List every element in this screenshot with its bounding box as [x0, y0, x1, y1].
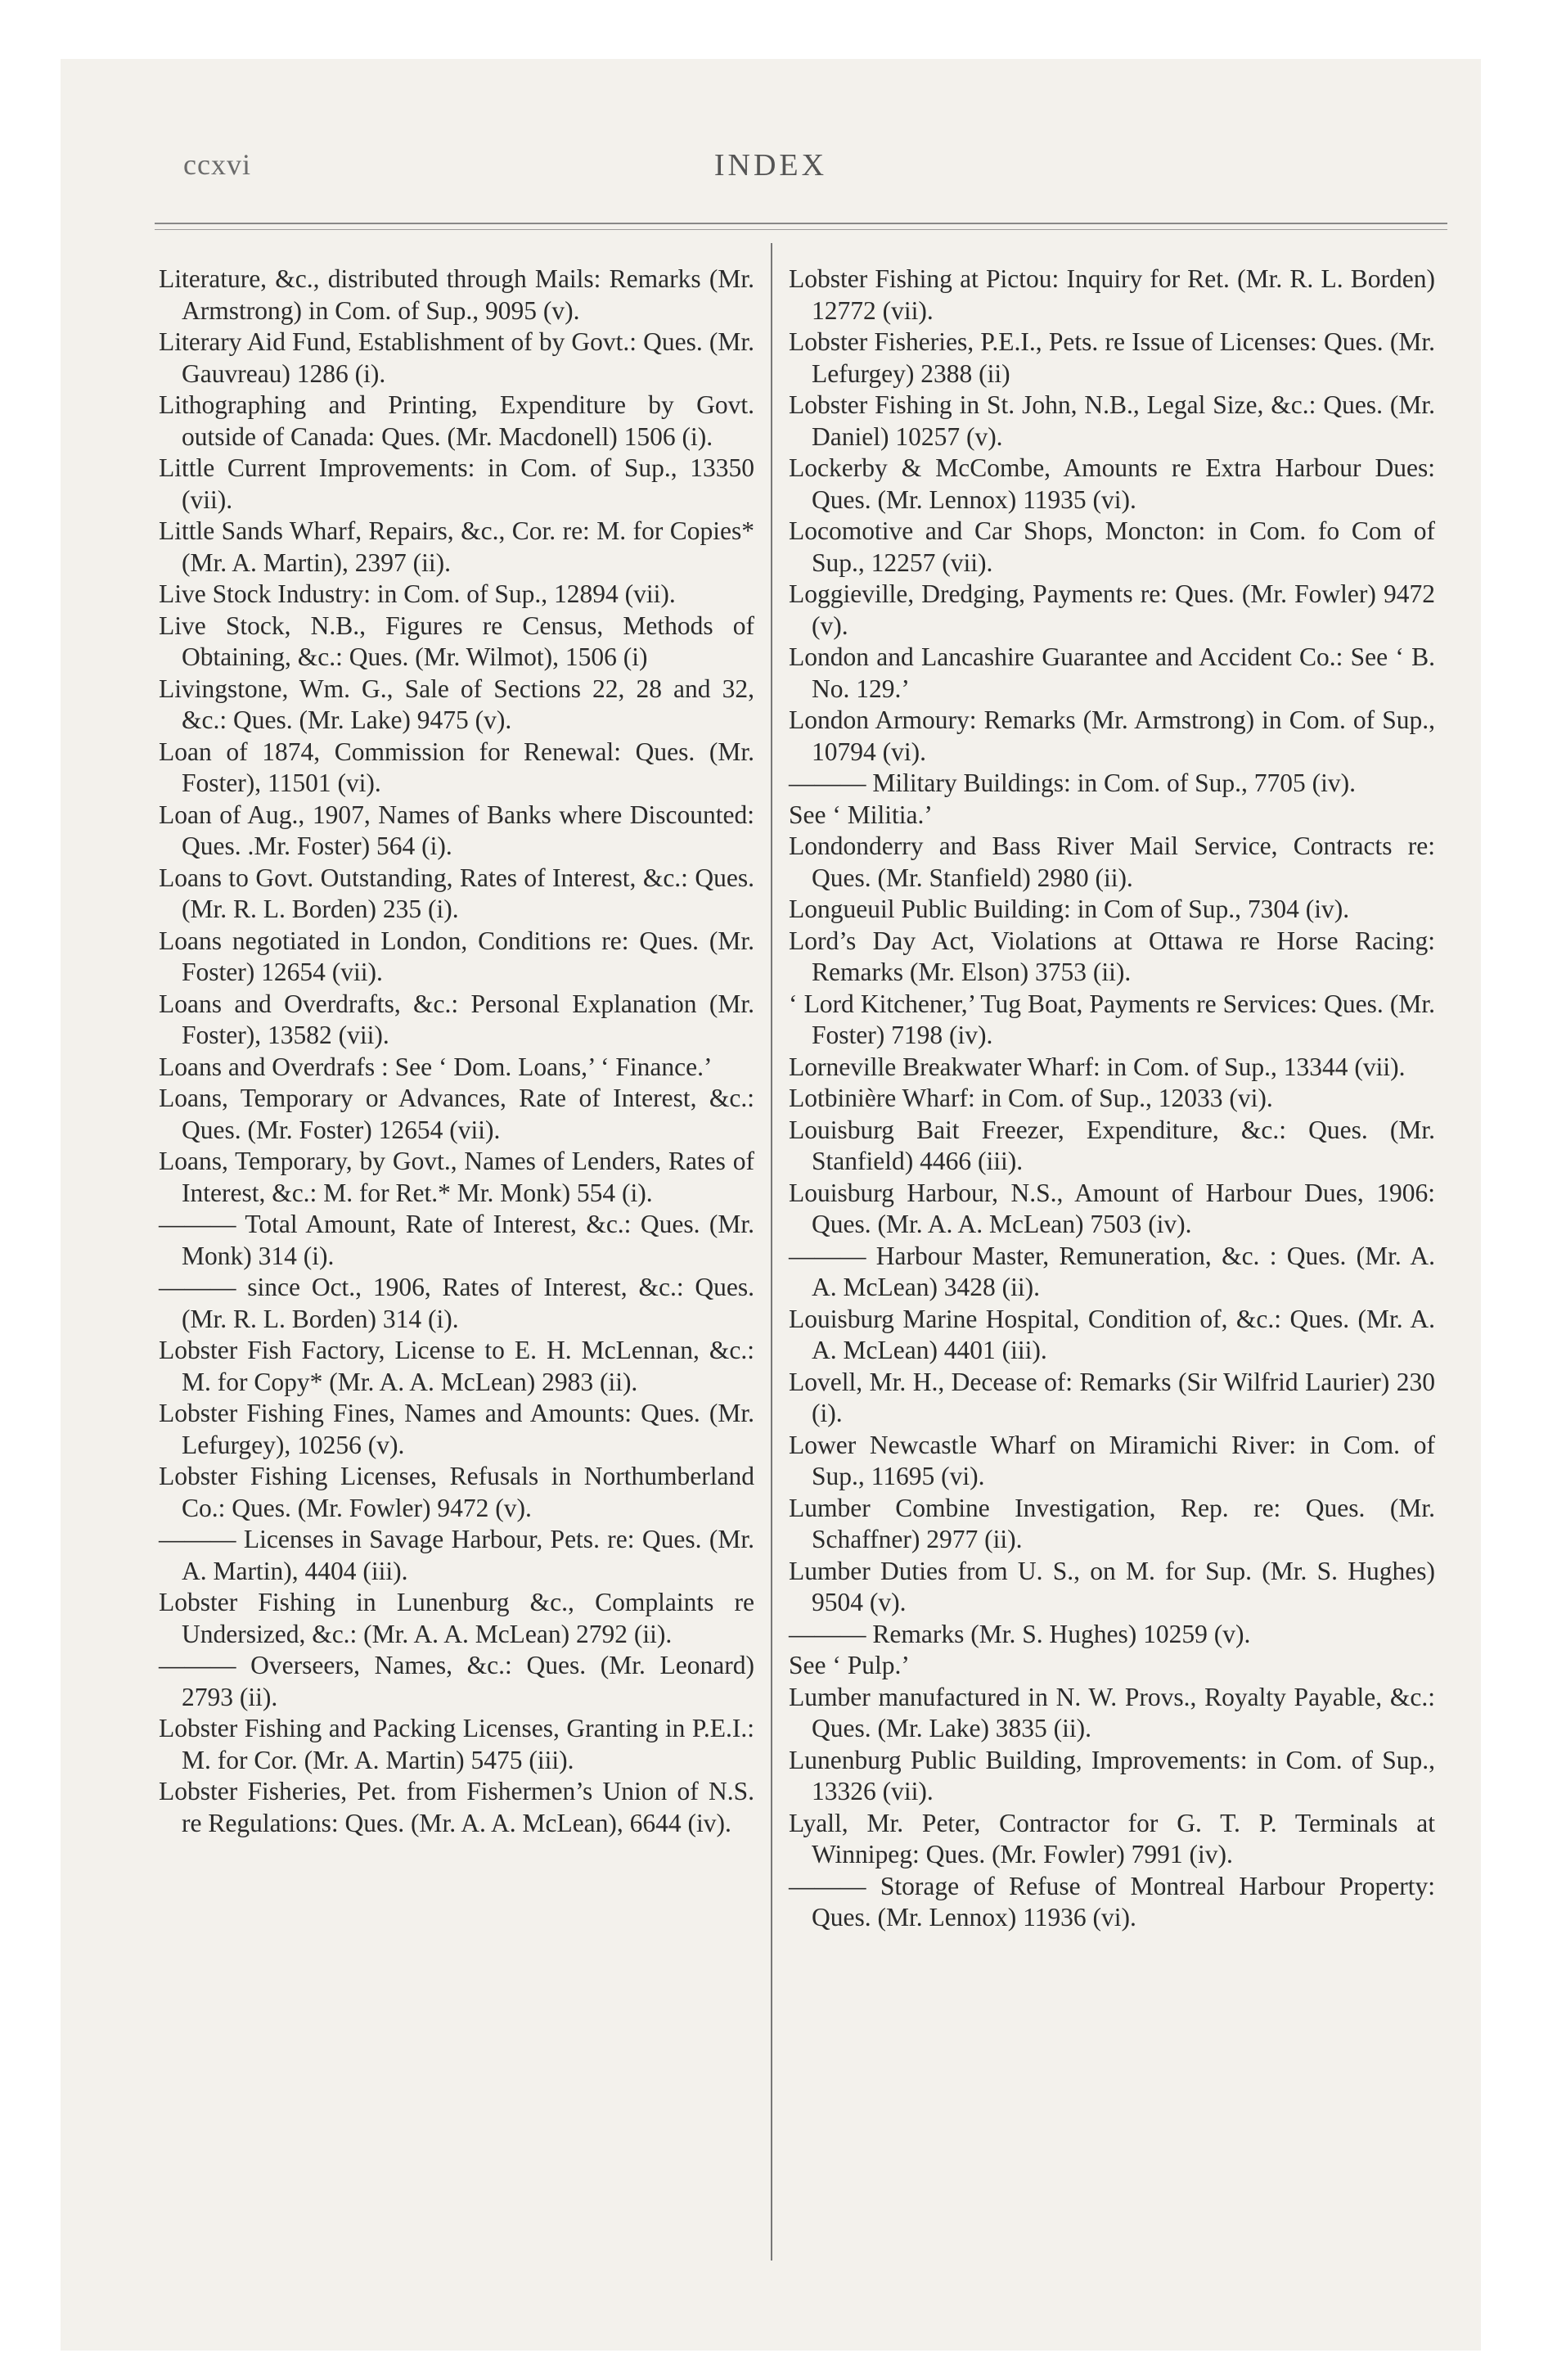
index-entry: Lovell, Mr. H., Decease of: Remarks (Sir Wilfrid Laurier) 230 (i).	[789, 1367, 1435, 1427]
index-entry: See ‘ Militia.’	[789, 800, 933, 829]
index-entry: Lobster Fishing in Lunenburg &c., Complaints re Undersized, &c.: (Mr. A. A. McLean) 2792 (ii).	[159, 1588, 754, 1648]
index-entry: Londonderry and Bass River Mail Service, Contracts re: Ques. (Mr. Stanfield) 2980 (ii).	[789, 832, 1435, 892]
index-entry: Live Stock Industry: in Com. of Sup., 12894 (vii).	[159, 579, 676, 608]
index-entry: Locomotive and Car Shops, Moncton: in Com. fo Com of Sup., 12257 (vii).	[789, 516, 1435, 577]
index-entry: Lobster Fishing and Packing Licenses, Granting in P.E.I.: M. for Cor. (Mr. A. Martin) 5475 (iii).	[159, 1714, 754, 1774]
left-column	[159, 264, 754, 1839]
index-entry: ——— Licenses in Savage Harbour, Pets. re: Ques. (Mr. A. Martin), 4404 (iii).	[159, 1525, 754, 1585]
index-entry: Lobster Fishing Licenses, Refusals in Northumberland Co.: Ques. (Mr. Fowler) 9472 (v).	[159, 1462, 754, 1522]
index-entry: Lorneville Breakwater Wharf: in Com. of Sup., 13344 (vii).	[789, 1052, 1406, 1081]
index-entry: Louisburg Harbour, N.S., Amount of Harbour Dues, 1906: Ques. (Mr. A. A. McLean) 7503 (iv).	[789, 1178, 1435, 1238]
index-entry: Lunenburg Public Building, Improvements: in Com. of Sup., 13326 (vii).	[789, 1745, 1435, 1805]
index-entry: Lithographing and Printing, Expenditure by Govt. outside of Canada: Ques. (Mr. Macdonell) 1506 (i).	[159, 390, 754, 451]
index-entry: Lord’s Day Act, Violations at Ottawa re Horse Racing: Remarks (Mr. Elson) 3753 (ii).	[789, 926, 1435, 986]
index-entry: Lobster Fisheries, Pet. from Fishermen’s Union of N.S. re Regulations: Ques. (Mr. A. A. McLean), 6644 (iv).	[159, 1777, 754, 1837]
index-entry: Louisburg Bait Freezer, Expenditure, &c.: Ques. (Mr. Stanfield) 4466 (iii).	[789, 1115, 1435, 1175]
index-entry: ——— Harbour Master, Remuneration, &c. : Ques. (Mr. A. A. McLean) 3428 (ii).	[789, 1241, 1435, 1301]
index-entry: Loggieville, Dredging, Payments re: Ques. (Mr. Fowler) 9472 (v).	[789, 579, 1435, 640]
index-entry: Literature, &c., distributed through Mails: Remarks (Mr. Armstrong) in Com. of Sup., 9095 (v).	[159, 264, 754, 325]
index-entry: Lobster Fish Factory, License to E. H. McLennan, &c.: M. for Copy* (Mr. A. A. McLean) 2983 (ii).	[159, 1336, 754, 1396]
right-column	[789, 264, 1435, 1934]
index-entry: ‘ Lord Kitchener,’ Tug Boat, Payments re Services: Ques. (Mr. Foster) 7198 (iv).	[789, 989, 1435, 1049]
page-number: ccxvi	[183, 148, 251, 181]
index-entry: See ‘ Pulp.’	[789, 1651, 910, 1679]
index-entry: Livingstone, Wm. G., Sale of Sections 22, 28 and 32, &c.: Ques. (Mr. Lake) 9475 (v).	[159, 674, 754, 734]
header-rule	[155, 223, 1447, 224]
index-entry: Loan of 1874, Commission for Renewal: Ques. (Mr. Foster), 11501 (vi).	[159, 737, 754, 797]
index-entry: Lobster Fishing at Pictou: Inquiry for Ret. (Mr. R. L. Borden) 12772 (vii).	[789, 264, 1435, 325]
index-entry: Lobster Fishing Fines, Names and Amounts: Ques. (Mr. Lefurgey), 10256 (v).	[159, 1399, 754, 1459]
index-entry: Lumber manufactured in N. W. Provs., Royalty Payable, &c.: Ques. (Mr. Lake) 3835 (ii).	[789, 1682, 1435, 1742]
index-entry: Loans negotiated in London, Conditions re: Ques. (Mr. Foster) 12654 (vii).	[159, 926, 754, 986]
index-entry: Lyall, Mr. Peter, Contractor for G. T. P. Terminals at Winnipeg: Ques. (Mr. Fowler) 7991 (iv).	[789, 1808, 1435, 1868]
index-entry: Loan of Aug., 1907, Names of Banks where Discounted: Ques. .Mr. Foster) 564 (i).	[159, 800, 754, 860]
index-entry: ——— since Oct., 1906, Rates of Interest, &c.: Ques. (Mr. R. L. Borden) 314 (i).	[159, 1273, 754, 1333]
index-entry: ——— Overseers, Names, &c.: Ques. (Mr. Leonard) 2793 (ii).	[159, 1651, 754, 1711]
index-entry: ——— Total Amount, Rate of Interest, &c.: Ques. (Mr. Monk) 314 (i).	[159, 1210, 754, 1270]
index-entry: Loans to Govt. Outstanding, Rates of Interest, &c.: Ques. (Mr. R. L. Borden) 235 (i).	[159, 863, 754, 923]
index-entry: Lobster Fishing in St. John, N.B., Legal Size, &c.: Ques. (Mr. Daniel) 10257 (v).	[789, 390, 1435, 451]
index-entry: Lockerby & McCombe, Amounts re Extra Harbour Dues: Ques. (Mr. Lennox) 11935 (vi).	[789, 453, 1435, 514]
index-entry: Loans and Overdrafts, &c.: Personal Explanation (Mr. Foster), 13582 (vii).	[159, 989, 754, 1049]
index-entry: Lotbinière Wharf: in Com. of Sup., 12033 (vi).	[789, 1084, 1273, 1112]
index-entry: Little Current Improvements: in Com. of Sup., 13350 (vii).	[159, 453, 754, 514]
column-divider	[771, 243, 772, 2261]
scanned-page	[61, 59, 1481, 2351]
index-entry: Live Stock, N.B., Figures re Census, Methods of Obtaining, &c.: Ques. (Mr. Wilmot), 1506 (i)	[159, 611, 754, 671]
index-entry: ——— Remarks (Mr. S. Hughes) 10259 (v).	[789, 1619, 1251, 1648]
index-entry: Loans and Overdrafs : See ‘ Dom. Loans,’ ‘ Finance.’	[159, 1052, 713, 1081]
index-entry: Loans, Temporary, by Govt., Names of Lenders, Rates of Interest, &c.: M. for Ret.* Mr. Monk) 554 (i).	[159, 1147, 754, 1207]
index-entry: Lumber Combine Investigation, Rep. re: Ques. (Mr. Schaffner) 2977 (ii).	[789, 1493, 1435, 1553]
page-title: INDEX	[713, 148, 828, 183]
index-entry: Longueuil Public Building: in Com of Sup., 7304 (iv).	[789, 895, 1350, 923]
index-entry: Literary Aid Fund, Establishment of by Govt.: Ques. (Mr. Gauvreau) 1286 (i).	[159, 327, 754, 388]
index-entry: Lobster Fisheries, P.E.I., Pets. re Issue of Licenses: Ques. (Mr. Lefurgey) 2388 (ii)	[789, 327, 1435, 388]
index-entry: ——— Military Buildings: in Com. of Sup., 7705 (iv).	[789, 769, 1357, 797]
index-entry: London Armoury: Remarks (Mr. Armstrong) in Com. of Sup., 10794 (vi).	[789, 705, 1435, 766]
index-entry: Lumber Duties from U. S., on M. for Sup. (Mr. S. Hughes) 9504 (v).	[789, 1556, 1435, 1616]
index-entry: Louisburg Marine Hospital, Condition of, &c.: Ques. (Mr. A. A. McLean) 4401 (iii).	[789, 1304, 1435, 1364]
index-entry: Lower Newcastle Wharf on Miramichi River: in Com. of Sup., 11695 (vi).	[789, 1430, 1435, 1490]
page-header	[61, 147, 1481, 196]
index-entry: London and Lancashire Guarantee and Accident Co.: See ‘ B. No. 129.’	[789, 642, 1435, 703]
header-rule-secondary	[155, 229, 1447, 230]
index-entry: ——— Storage of Refuse of Montreal Harbour Property: Ques. (Mr. Lennox) 11936 (vi).	[789, 1871, 1435, 1931]
index-entry: Little Sands Wharf, Repairs, &c., Cor. re: M. for Copies* (Mr. A. Martin), 2397 (ii).	[159, 516, 754, 577]
index-entry: Loans, Temporary or Advances, Rate of Interest, &c.: Ques. (Mr. Foster) 12654 (vii).	[159, 1084, 754, 1144]
